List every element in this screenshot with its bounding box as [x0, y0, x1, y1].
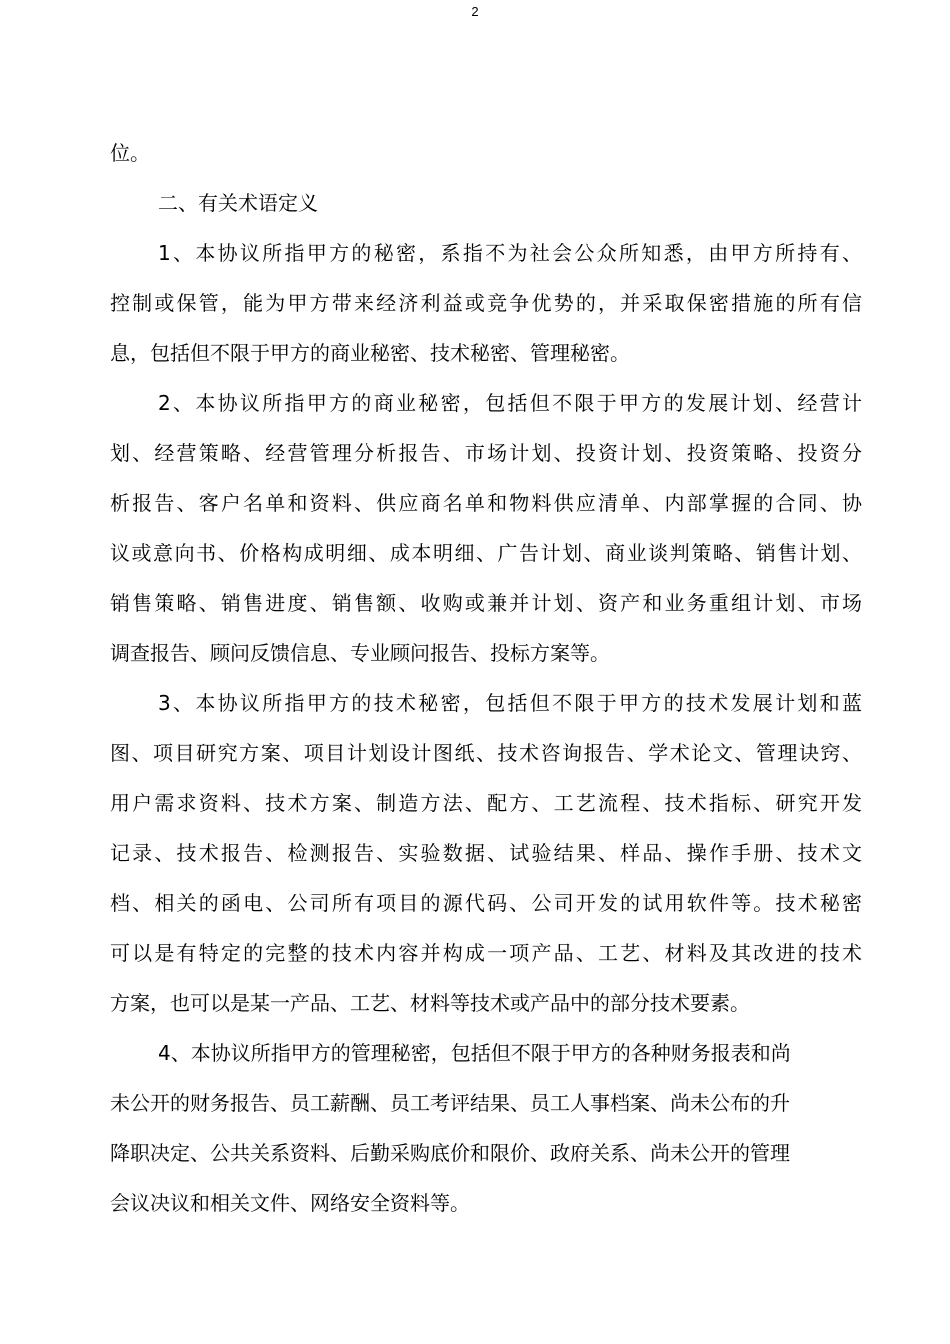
text-line: 1、本协议所指甲方的秘密，系指不为社会公众所知悉，由甲方所持有、 [158, 241, 862, 265]
text-line: 未公开的财务报告、员工薪酬、员工考评结果、员工人事档案、尚未公布的升 [110, 1091, 790, 1115]
text-line: 销售策略、销售进度、销售额、收购或兼并计划、资产和业务重组计划、市场 [110, 591, 862, 615]
text-line: 降职决定、公共关系资料、后勤采购底价和限价、政府关系、尚未公开的管理 [110, 1141, 790, 1165]
text-line: 4、本协议所指甲方的管理秘密，包括但不限于甲方的各种财务报表和尚 [158, 1041, 791, 1065]
text-line: 会议决议和相关文件、网络安全资料等。 [110, 1191, 470, 1215]
text-line: 议或意向书、价格构成明细、成本明细、广告计划、商业谈判策略、销售计划、 [110, 541, 862, 565]
text-line: 记录、技术报告、检测报告、实验数据、试验结果、样品、操作手册、技术文 [110, 841, 862, 865]
text-line: 档、相关的函电、公司所有项目的源代码、公司开发的试用软件等。技术秘密 [110, 891, 862, 915]
text-line: 控制或保管，能为甲方带来经济利益或竞争优势的，并采取保密措施的所有信 [110, 291, 862, 315]
section-heading: 二、有关术语定义 [158, 191, 318, 215]
text-line: 位。 [110, 141, 150, 165]
text-line: 息，包括但不限于甲方的商业秘密、技术秘密、管理秘密。 [110, 341, 630, 365]
page-number: 2 [471, 4, 479, 19]
text-line: 划、经营策略、经营管理分析报告、市场计划、投资计划、投资策略、投资分 [110, 441, 862, 465]
text-line: 图、项目研究方案、项目计划设计图纸、技术咨询报告、学术论文、管理诀窍、 [110, 741, 862, 765]
text-line: 可以是有特定的完整的技术内容并构成一项产品、工艺、材料及其改进的技术 [110, 941, 862, 965]
document-body [110, 128, 862, 1228]
text-line: 调查报告、顾问反馈信息、专业顾问报告、投标方案等。 [110, 641, 610, 665]
text-line: 方案，也可以是某一产品、工艺、材料等技术或产品中的部分技术要素。 [110, 991, 750, 1015]
text-line: 3、本协议所指甲方的技术秘密，包括但不限于甲方的技术发展计划和蓝 [158, 691, 862, 715]
text-line: 析报告、客户名单和资料、供应商名单和物料供应清单、内部掌握的合同、协 [110, 491, 862, 515]
text-line: 2、本协议所指甲方的商业秘密，包括但不限于甲方的发展计划、经营计 [158, 391, 862, 415]
text-line: 用户需求资料、技术方案、制造方法、配方、工艺流程、技术指标、研究开发 [110, 791, 862, 815]
